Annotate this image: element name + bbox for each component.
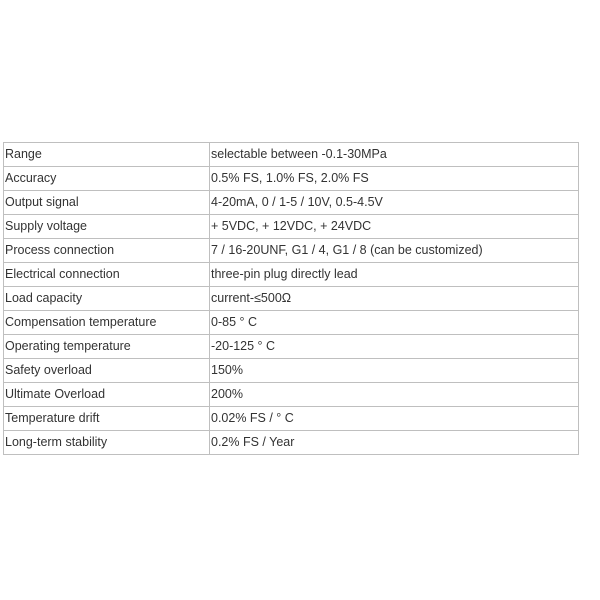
- row-value: 7 / 16-20UNF, G1 / 4, G1 / 8 (can be customized): [210, 239, 579, 263]
- row-label: Ultimate Overload: [4, 383, 210, 407]
- row-value: -20-125 ° C: [210, 335, 579, 359]
- table-row: [4, 407, 579, 431]
- table-row: [4, 239, 579, 263]
- row-label: Safety overload: [4, 359, 210, 383]
- table-row: [4, 167, 579, 191]
- table-row: [4, 335, 579, 359]
- row-value: current-≤500Ω: [210, 287, 579, 311]
- table-row: [4, 383, 579, 407]
- row-value: 0-85 ° C: [210, 311, 579, 335]
- row-label: Electrical connection: [4, 263, 210, 287]
- row-label: Load capacity: [4, 287, 210, 311]
- row-label: Process connection: [4, 239, 210, 263]
- row-value: 150%: [210, 359, 579, 383]
- table-row: [4, 311, 579, 335]
- row-label: Compensation temperature: [4, 311, 210, 335]
- table-row: [4, 263, 579, 287]
- row-value: selectable between -0.1-30MPa: [210, 143, 579, 167]
- row-label: Temperature drift: [4, 407, 210, 431]
- row-label: Operating temperature: [4, 335, 210, 359]
- row-value: 200%: [210, 383, 579, 407]
- row-value: 0.5% FS, 1.0% FS, 2.0% FS: [210, 167, 579, 191]
- table-row: [4, 215, 579, 239]
- spec-table: [3, 142, 579, 455]
- row-label: Output signal: [4, 191, 210, 215]
- table-row: [4, 191, 579, 215]
- table-row: [4, 143, 579, 167]
- table-row: [4, 359, 579, 383]
- row-label: Supply voltage: [4, 215, 210, 239]
- row-value: + 5VDC, + 12VDC, + 24VDC: [210, 215, 579, 239]
- table-row: [4, 287, 579, 311]
- row-label: Long-term stability: [4, 431, 210, 455]
- row-value: 0.2% FS / Year: [210, 431, 579, 455]
- table-row: [4, 431, 579, 455]
- row-value: three-pin plug directly lead: [210, 263, 579, 287]
- row-value: 4-20mA, 0 / 1-5 / 10V, 0.5-4.5V: [210, 191, 579, 215]
- row-label: Accuracy: [4, 167, 210, 191]
- row-label: Range: [4, 143, 210, 167]
- row-value: 0.02% FS / ° C: [210, 407, 579, 431]
